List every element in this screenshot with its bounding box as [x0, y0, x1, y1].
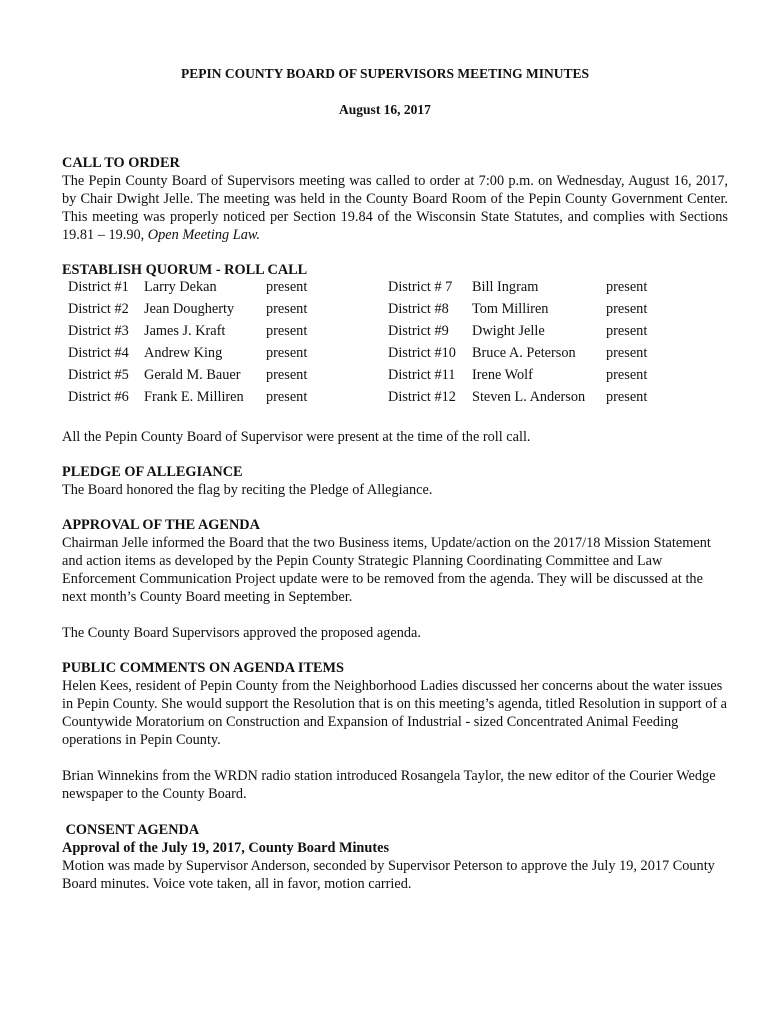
paragraph-call-to-order [62, 172, 728, 244]
attendance-status: present [266, 279, 308, 295]
district-label: District #6 [68, 389, 129, 405]
attendance-status: present [266, 367, 308, 383]
paragraph-pledge: The Board honored the flag by reciting the Pledge of Allegiance. [62, 482, 433, 498]
attendance-status: present [266, 389, 308, 405]
attendance-status: present [266, 345, 308, 361]
district-label: District #1 [68, 279, 129, 295]
district-label: District #5 [68, 367, 129, 383]
district-label: District #2 [68, 301, 129, 317]
roll-call-row [68, 388, 668, 406]
subheading-minutes-approval: Approval of the July 19, 2017, County Board Minutes [62, 840, 390, 856]
attendance-status: present [266, 323, 308, 339]
attendance-status: present [606, 301, 648, 317]
section-agenda-approval [62, 624, 728, 642]
supervisor-name: Andrew King [144, 345, 223, 361]
district-label: District #12 [388, 389, 456, 405]
heading-public-comments: PUBLIC COMMENTS ON AGENDA ITEMS [62, 660, 345, 676]
heading-pledge: PLEDGE OF ALLEGIANCE [62, 464, 243, 480]
attendance-status: present [606, 323, 648, 339]
document-title: PEPIN COUNTY BOARD OF SUPERVISORS MEETING MINUTES [180, 66, 590, 81]
supervisor-name: Irene Wolf [472, 367, 533, 383]
section-agenda [62, 516, 728, 606]
section-public-comments [62, 659, 728, 749]
paragraph-agenda-approval: The County Board Supervisors approved the proposed agenda. [62, 625, 421, 641]
attendance-status: present [606, 367, 648, 383]
roll-call-row [68, 366, 668, 384]
roll-call-summary: All the Pepin County Board of Supervisor were present at the time of the roll call. [62, 429, 531, 445]
attendance-status: present [606, 389, 648, 405]
attendance-status: present [606, 345, 648, 361]
supervisor-name: Frank E. Milliren [144, 389, 244, 405]
section-public-comments-2 [62, 767, 728, 803]
roll-call-row [68, 300, 668, 318]
attendance-status: present [266, 301, 308, 317]
supervisor-name: James J. Kraft [144, 323, 226, 339]
paragraph-public-comments: Helen Kees, resident of Pepin County from the Neighborhood Ladies discussed her concerns about the water issues in Pepin County. She would support the Resolution that is on this meeting’s agenda, titled Resolution in support of a Countywide Moratorium on Construction and Expansion of Industrial - sized Concentrated Animal Feeding operations in Pepin County. [62, 678, 728, 748]
roll-call-row [68, 344, 668, 362]
paragraph-agenda: Chairman Jelle informed the Board that the two Business items, Update/action on the 2017/18 Mission Statement and action items as developed by the Pepin County Strategic Planning Coordinating Committee and Law Enforcement Communication Project update were to be removed from the agenda. They will be discussed at the next month’s County Board meeting in September. [62, 535, 711, 605]
section-consent-agenda [62, 821, 728, 893]
roll-call-row [68, 278, 668, 296]
section-roll-call-summary [62, 428, 728, 446]
attendance-status: present [606, 279, 648, 295]
supervisor-name: Steven L. Anderson [472, 389, 586, 405]
district-label: District #11 [388, 367, 456, 383]
roll-call-row [68, 322, 668, 340]
heading-quorum: ESTABLISH QUORUM - ROLL CALL [62, 262, 308, 278]
supervisor-name: Gerald M. Bauer [144, 367, 241, 383]
section-pledge [62, 463, 728, 499]
supervisor-name: Dwight Jelle [472, 323, 545, 339]
heading-agenda: APPROVAL OF THE AGENDA [62, 517, 260, 533]
district-label: District #3 [68, 323, 129, 339]
supervisor-name: Bruce A. Peterson [472, 345, 576, 361]
supervisor-name: Bill Ingram [472, 279, 539, 295]
district-label: District #4 [68, 345, 129, 361]
supervisor-name: Tom Milliren [472, 301, 549, 317]
section-call-to-order [62, 154, 728, 244]
supervisor-name: Jean Dougherty [144, 301, 235, 317]
district-label: District #9 [388, 323, 449, 339]
heading-consent-agenda: CONSENT AGENDA [62, 822, 200, 838]
paragraph-public-comments-2: Brian Winnekins from the WRDN radio station introduced Rosangela Taylor, the new editor of the Courier Wedge newspaper to the County Board. [62, 768, 716, 802]
district-label: District # 7 [388, 279, 453, 295]
section-quorum [62, 261, 728, 279]
paragraph-consent-agenda: Motion was made by Supervisor Anderson, seconded by Supervisor Peterson to approve the July 19, 2017 County Board minutes. Voice vote taken, all in favor, motion carried. [62, 858, 715, 892]
call-to-order-text: The Pepin County Board of Supervisors meeting was called to order at 7:00 p.m. on Wednesday, August 16, 2017, by Chair Dwight Jelle. The meeting was held in the County Board Room of the Pepin County Government Center. This meeting was properly noticed per Section 19.84 of the Wisconsin State Statutes, and complies with Sections 19.81 – 19.90, [62, 173, 728, 243]
call-to-order-italic: Open Meeting Law. [147, 227, 260, 243]
district-label: District #10 [388, 345, 456, 361]
heading-call-to-order: CALL TO ORDER [62, 155, 180, 171]
meeting-date: August 16, 2017 [339, 102, 431, 117]
district-label: District #8 [388, 301, 449, 317]
supervisor-name: Larry Dekan [144, 279, 217, 295]
